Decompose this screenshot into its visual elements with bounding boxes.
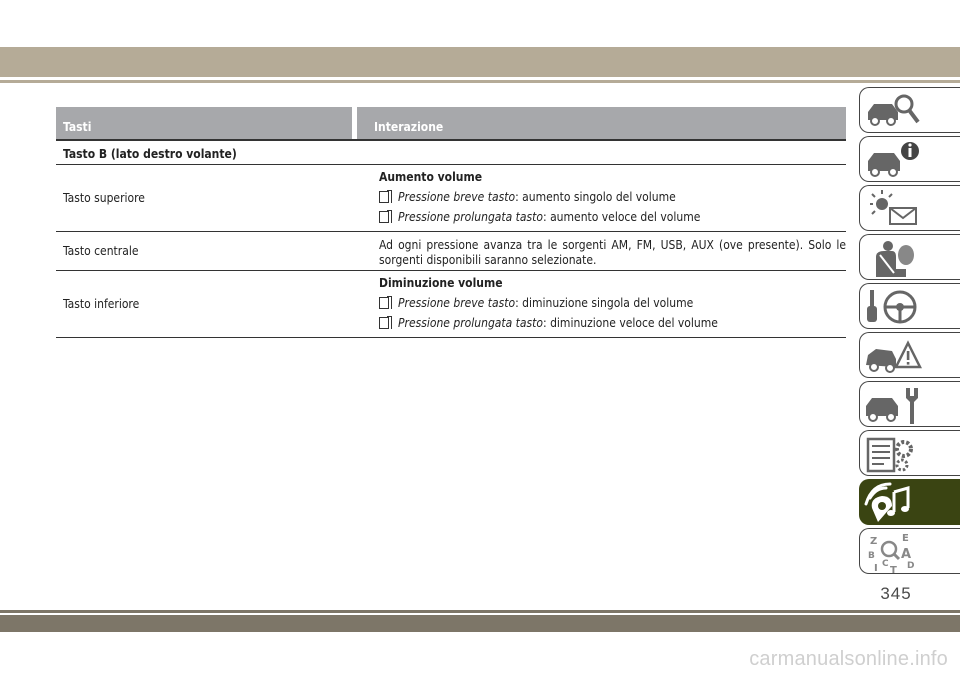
warning-light-message-icon bbox=[862, 188, 922, 230]
tab-starting-driving[interactable] bbox=[859, 283, 960, 329]
car-search-icon bbox=[862, 90, 922, 132]
checkbox-bullet-icon bbox=[379, 297, 389, 309]
bullet-lead: Pressione prolungata tasto bbox=[398, 210, 543, 224]
tab-technical-data[interactable] bbox=[859, 430, 960, 476]
table-row bbox=[56, 232, 846, 271]
table-row bbox=[56, 165, 846, 232]
list-item bbox=[379, 316, 846, 330]
key-name: Tasto inferiore bbox=[63, 297, 140, 311]
footer-band bbox=[0, 615, 960, 632]
alphabetical-index-icon bbox=[862, 531, 922, 573]
bullet-lead: Pressione breve tasto bbox=[398, 190, 516, 204]
tab-alphabetical-index[interactable] bbox=[859, 528, 960, 574]
table-header bbox=[56, 107, 846, 139]
tab-in-emergency[interactable] bbox=[859, 332, 960, 378]
tab-warning-lights[interactable] bbox=[859, 185, 960, 231]
key-name: Tasto centrale bbox=[63, 244, 139, 258]
interaction-title: Aumento volume bbox=[379, 170, 483, 184]
car-maintenance-icon bbox=[862, 384, 922, 426]
bullet-text: : diminuzione veloce del volume bbox=[543, 316, 718, 330]
footer-rule bbox=[0, 610, 960, 613]
header-band bbox=[0, 47, 960, 77]
index-letter: A bbox=[901, 547, 912, 562]
checkbox-bullet-icon bbox=[379, 211, 389, 223]
car-info-icon bbox=[862, 139, 922, 181]
index-letter: Z bbox=[870, 536, 878, 547]
index-letter: T bbox=[890, 565, 897, 573]
index-letter: I bbox=[874, 563, 878, 573]
page-number: 345 bbox=[880, 584, 912, 603]
bullet-text: : aumento singolo del volume bbox=[515, 190, 676, 204]
key-steering-wheel-icon bbox=[862, 286, 922, 328]
list-item bbox=[379, 190, 846, 204]
checkbox-bullet-icon bbox=[379, 317, 389, 329]
chapter-tabs bbox=[859, 87, 960, 577]
bullet-lead: Pressione prolungata tasto bbox=[398, 316, 543, 330]
seat-airbag-icon bbox=[862, 237, 922, 279]
tab-getting-to-know-vehicle[interactable] bbox=[859, 87, 960, 133]
bullet-text: : aumento veloce del volume bbox=[543, 210, 701, 224]
key-name: Tasto superiore bbox=[63, 191, 145, 205]
key-interaction bbox=[357, 232, 846, 270]
table-section-heading: Tasto B (lato destro volante) bbox=[56, 141, 846, 165]
bullet-text: : diminuzione singola del volume bbox=[515, 296, 694, 310]
technical-data-gear-icon bbox=[862, 433, 922, 475]
tab-multimedia[interactable] bbox=[859, 479, 960, 525]
tab-dashboard-info[interactable] bbox=[859, 136, 960, 182]
table-row bbox=[56, 271, 846, 338]
interaction-title: Diminuzione volume bbox=[379, 276, 503, 290]
column-header-keys: Tasti bbox=[56, 107, 352, 139]
tab-servicing-maintenance[interactable] bbox=[859, 381, 960, 427]
watermark: carmanualsonline.info bbox=[749, 648, 948, 670]
index-letter: C bbox=[882, 559, 889, 569]
key-interaction bbox=[357, 271, 846, 337]
tab-safety[interactable] bbox=[859, 234, 960, 280]
checkbox-bullet-icon bbox=[379, 191, 389, 203]
index-letter: E bbox=[902, 533, 909, 544]
multimedia-music-icon bbox=[862, 482, 922, 524]
interaction-text: Ad ogni pressione avanza tra le sorgenti AM, FM, USB, AUX (ove presente). Solo le sorgenti disponibili saranno selezionate. bbox=[379, 238, 846, 267]
key-interaction bbox=[357, 165, 846, 231]
car-breakdown-icon bbox=[862, 335, 922, 377]
column-header-interaction: Interazione bbox=[357, 107, 846, 139]
keys-table bbox=[56, 107, 846, 338]
index-letter: B bbox=[868, 551, 875, 561]
header-rule bbox=[0, 80, 960, 83]
list-item bbox=[379, 210, 846, 224]
list-item bbox=[379, 296, 846, 310]
index-letter: D bbox=[907, 561, 915, 571]
bullet-lead: Pressione breve tasto bbox=[398, 296, 516, 310]
